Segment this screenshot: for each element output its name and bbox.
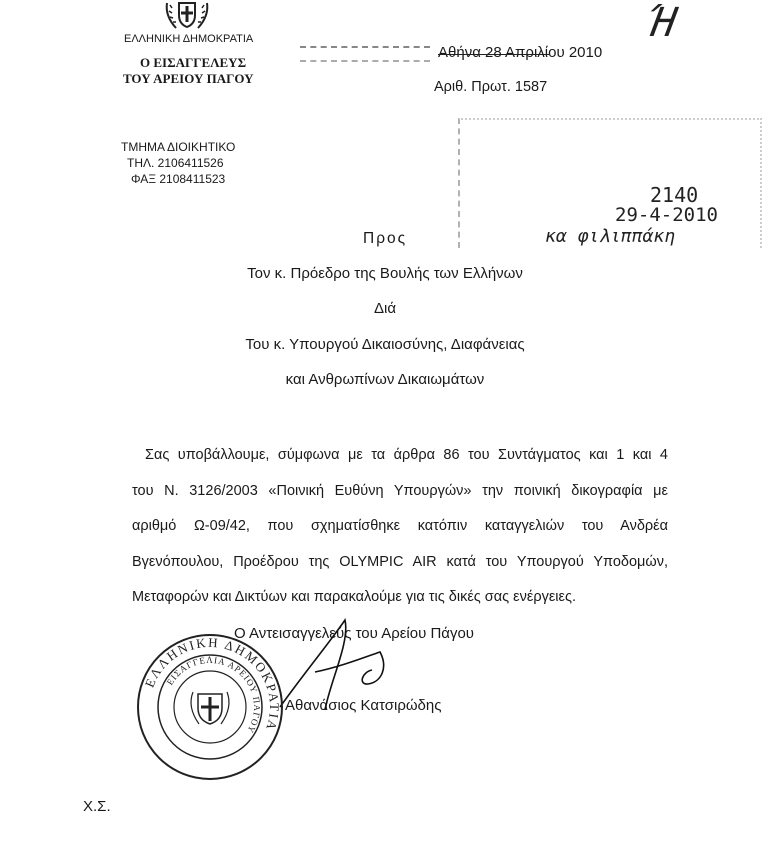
office-title-line2: ΤΟΥ ΑΡΕΙΟΥ ΠΑΓΟΥ bbox=[123, 71, 254, 86]
body-line-5: Μεταφορών και Δικτύων και παρακαλούμε για τις δικές σας ενέργειες. bbox=[132, 589, 576, 605]
seal-inner-text: ΕΙΣΑΓΓΕΛΙΑ ΑΡΕΙΟΥ ΠΑΓΟΥ bbox=[164, 654, 263, 736]
cc-label: Χ.Σ. bbox=[83, 798, 111, 815]
receipt-number: 2140 bbox=[650, 183, 699, 207]
body-line-3: αριθμό Ω-09/42, που σχηματίσθηκε κατόπιν καταγγελιών του Ανδρέα bbox=[132, 518, 668, 534]
body-line-4: Βγενόπουλου, Προέδρου της OLYMPIC AIR κατά του Υπουργού Υποδομών, bbox=[132, 554, 668, 570]
official-seal bbox=[135, 632, 285, 782]
date-strike bbox=[438, 54, 550, 55]
body-line-1: Σας υποβάλλουμε, σύμφωνα με τα άρθρα 86 του Συντάγματος και 1 και 4 bbox=[145, 447, 668, 463]
scan-smudge bbox=[300, 46, 430, 62]
date-line: Αθήνα 28 Απριλίου 2010 bbox=[438, 44, 603, 61]
coat-of-arms-icon bbox=[164, 0, 210, 32]
signatory-name: Αθανάσιος Κατσιρώδης bbox=[285, 697, 442, 714]
protocol-number: Αριθ. Πρωτ. 1587 bbox=[434, 79, 548, 95]
handwritten-signature bbox=[270, 612, 410, 717]
department-name: ΤΜΗΜΑ ΔΙΟΙΚΗΤΙΚΟ bbox=[121, 140, 236, 154]
seal-outer-text: ΕΛΛΗΝΙΚΗ ΔΗΜΟΚΡΑΤΙΑ bbox=[141, 634, 283, 734]
republic-label: ΕΛΛΗΝΙΚΗ ΔΗΜΟΚΡΑΤΙΑ bbox=[124, 33, 254, 45]
signatory-title: Ο Αντεισαγγελεύς του Αρείου Πάγου bbox=[234, 625, 475, 642]
corner-mark: Ή bbox=[647, 0, 681, 46]
body-line-2: του Ν. 3126/2003 «Ποινική Ευθύνη Υπουργών» την ποινική δικογραφία με bbox=[132, 483, 668, 499]
department-phone: ΤΗΛ. 2106411526 bbox=[127, 156, 224, 170]
via-label: Διά bbox=[373, 300, 397, 317]
receipt-date: 29-4-2010 bbox=[615, 204, 718, 226]
department-fax: ΦΑΞ 2108411523 bbox=[131, 172, 226, 186]
minister-line2: και Ανθρωπίνων Δικαιωμάτων bbox=[285, 371, 485, 388]
recipient-line: Τον κ. Πρόεδρο της Βουλής των Ελλήνων bbox=[247, 265, 523, 282]
to-label: Προς bbox=[363, 230, 408, 247]
receipt-initials: κα φιλιππάκη bbox=[545, 226, 676, 247]
minister-line1: Του κ. Υπουργού Δικαιοσύνης, Διαφάνειας bbox=[245, 336, 525, 353]
office-title-line1: Ο ΕΙΣΑΓΓΕΛΕΥΣ bbox=[140, 55, 247, 70]
